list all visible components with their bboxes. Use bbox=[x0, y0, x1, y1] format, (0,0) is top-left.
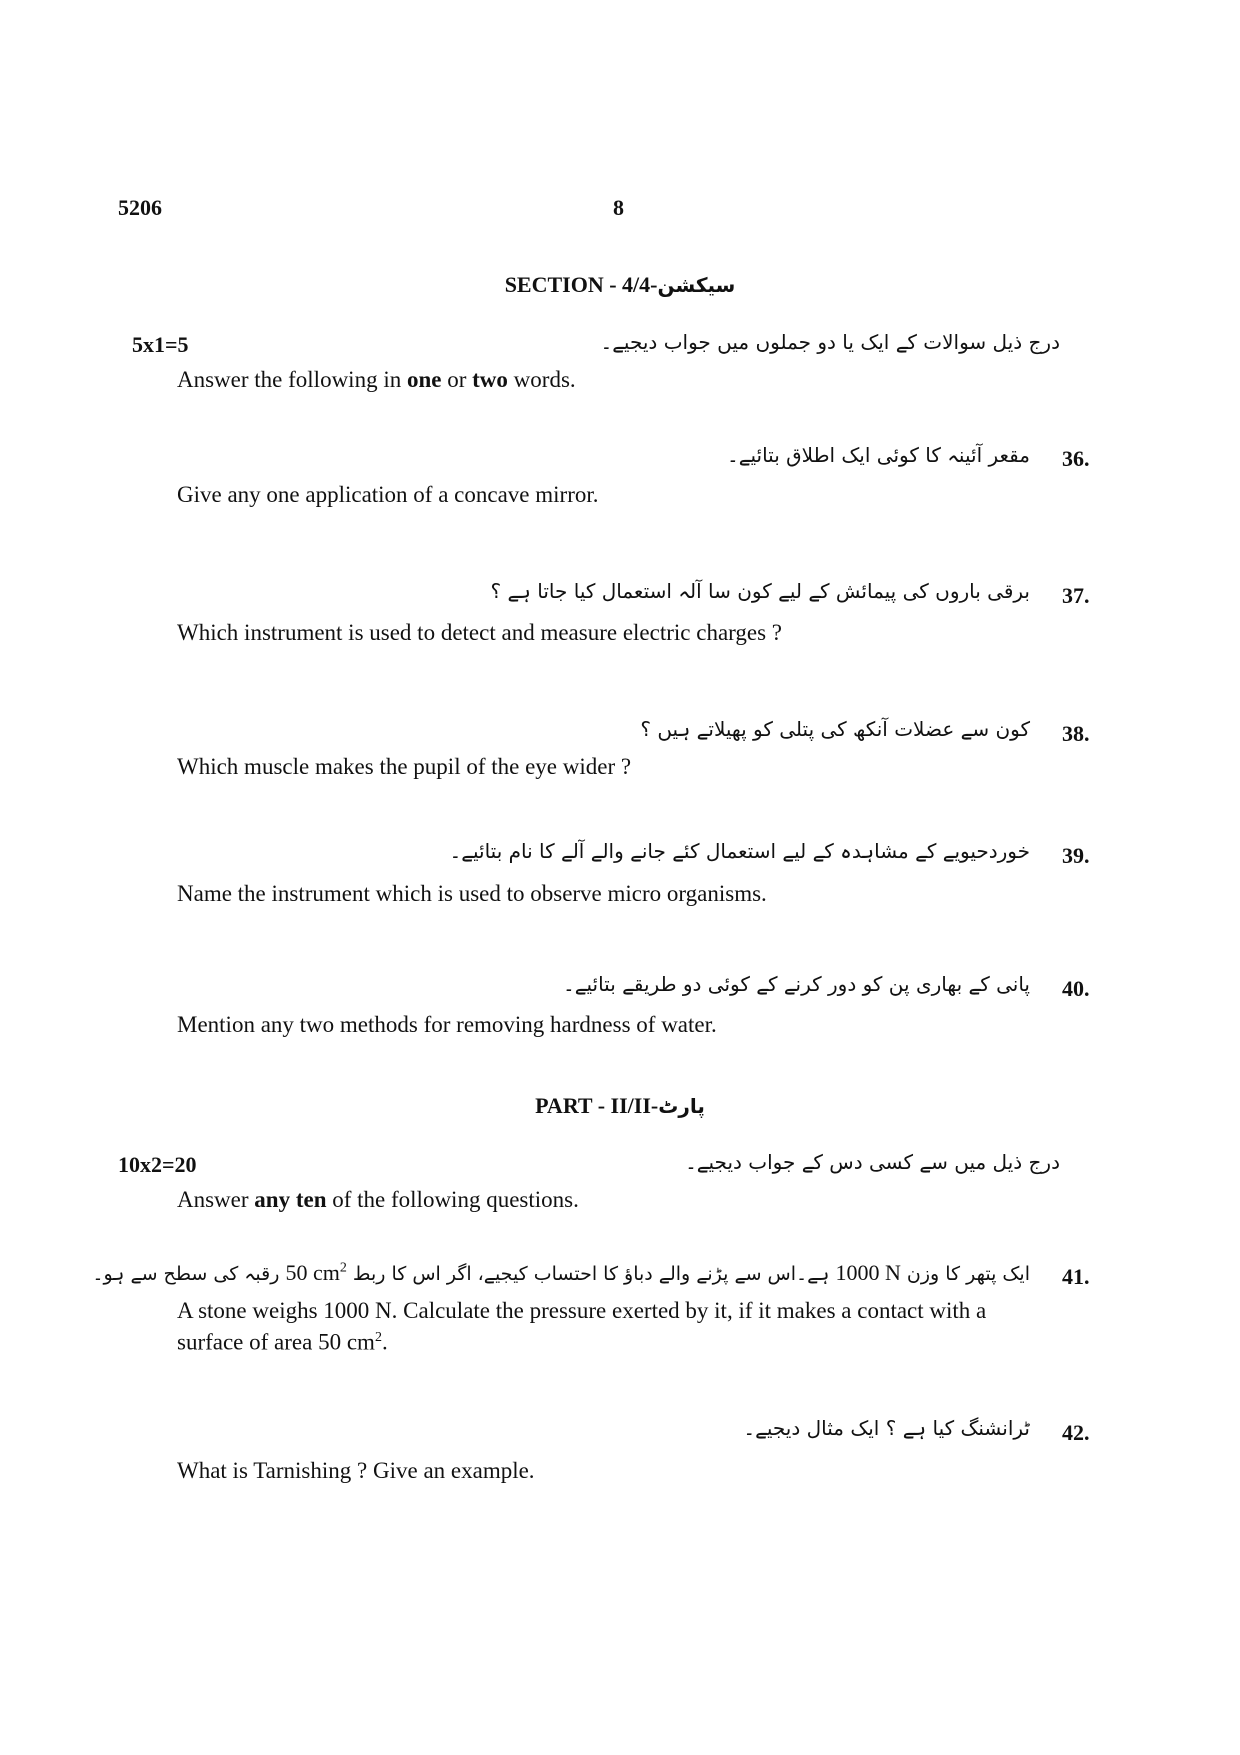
question-number: 36. bbox=[1062, 446, 1090, 471]
question-english: Which muscle makes the pupil of the eye wider ? bbox=[177, 754, 632, 779]
question-urdu: خوردحیویے کے مشاہدہ کے لیے استعمال کئے جانے والے آلے کا نام بتائیے۔ bbox=[449, 839, 1030, 863]
section-instruction-urdu: درج ذیل سوالات کے ایک یا دو جملوں میں جواب دیجیے۔ bbox=[600, 330, 1060, 354]
section-instruction-en: Answer the following in one or two words. bbox=[177, 367, 576, 392]
section-title-en: SECTION - 4/4- bbox=[504, 272, 658, 297]
question-number: 40. bbox=[1062, 976, 1090, 1001]
question-number: 41. bbox=[1062, 1264, 1090, 1289]
section-heading bbox=[0, 272, 1240, 298]
part-instruction-urdu: درج ذیل میں سے کسی دس کے جواب دیجیے۔ bbox=[685, 1150, 1060, 1174]
question-english: Name the instrument which is used to observe micro organisms. bbox=[177, 881, 767, 906]
page-number: 8 bbox=[613, 195, 624, 220]
question-english: Which instrument is used to detect and measure electric charges ? bbox=[177, 620, 783, 645]
question-english: What is Tarnishing ? Give an example. bbox=[177, 1458, 535, 1483]
question-urdu: پانی کے بھاری پن کو دور کرنے کے کوئی دو طریقے بتائیے۔ bbox=[563, 972, 1030, 996]
question-urdu: ٹرانشنگ کیا ہے ؟ ایک مثال دیجیے۔ bbox=[743, 1416, 1030, 1440]
question-english: A stone weighs 1000 N. Calculate the pressure exerted by it, if it makes a contact with a surface of area 50 $cm^2$. bbox=[177, 1298, 987, 1355]
part-marks: 10x2=20 bbox=[118, 1152, 197, 1177]
section-marks: 5x1=5 bbox=[132, 332, 189, 357]
question-urdu: مقعر آئینہ کا کوئی ایک اطلاق بتائیے۔ bbox=[727, 443, 1030, 467]
question-number: 39. bbox=[1062, 843, 1090, 868]
question-number: 42. bbox=[1062, 1420, 1090, 1445]
question-number: 38. bbox=[1062, 721, 1090, 746]
question-english: Give any one application of a concave mirror. bbox=[177, 482, 599, 507]
question-urdu: ایک پتھر کا وزن 1000 N ہے۔اس سے پڑنے والے دباؤ کا احتساب کیجیے، اگر اس کا ربط 50 $cm^2$ رقبہ کی سطح سے ہو۔ bbox=[92, 1260, 1030, 1285]
part-instruction-en: Answer any ten of the following questions. bbox=[177, 1187, 579, 1212]
question-urdu: کون سے عضلات آنکھ کی پتلی کو پھیلاتے ہیں ؟ bbox=[640, 717, 1030, 741]
section-title-ur: سیکشن bbox=[657, 273, 736, 297]
part-title-en: PART - II/II- bbox=[535, 1093, 659, 1118]
part-title-ur: پارٹ bbox=[658, 1094, 705, 1118]
paper-code: 5206 bbox=[118, 195, 162, 220]
question-english: Mention any two methods for removing hardness of water. bbox=[177, 1012, 717, 1037]
part-heading bbox=[0, 1093, 1240, 1119]
question-number: 37. bbox=[1062, 583, 1090, 608]
question-urdu: برقی باروں کی پیمائش کے لیے کون سا آلہ استعمال کیا جاتا ہے ؟ bbox=[490, 579, 1030, 603]
